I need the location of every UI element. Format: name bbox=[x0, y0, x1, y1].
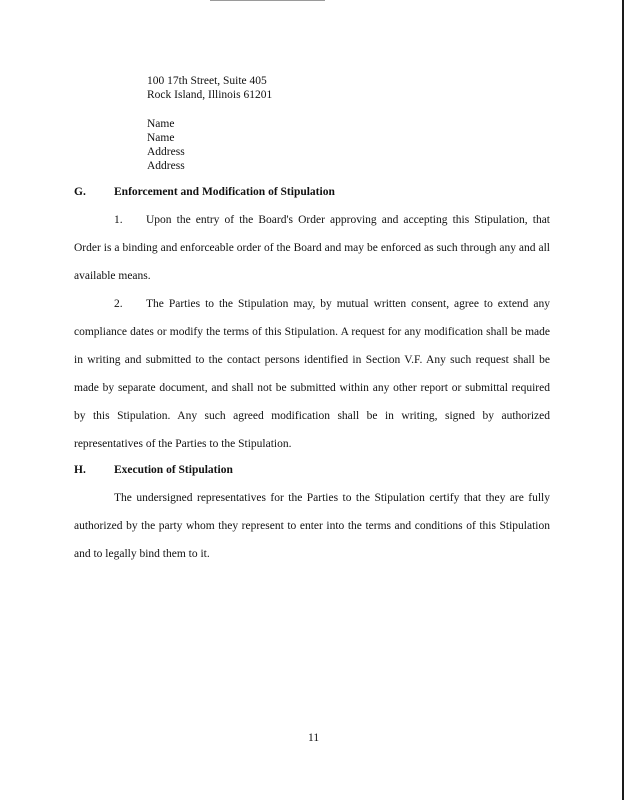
paragraph-text: The Parties to the Stipulation may, by mutual written consent, agree to extend any compliance dates or modify the terms of this Stipulation. A request for any modification shall be made in writing and submitted to the contact persons identified in Section V.F. Any such request shall be made by separate document, and shall not be submitted within any other report or submittal required by this Stipulation. Any such agreed modification shall be in writing, signed by authorized representatives of the Parties to the Stipulation. bbox=[74, 298, 550, 450]
contact-address-2: Address bbox=[147, 160, 185, 172]
section-g-letter: G. bbox=[74, 186, 86, 198]
section-g-heading bbox=[74, 186, 335, 198]
section-g-paragraph-2 bbox=[74, 290, 550, 458]
address-line-1: 100 17th Street, Suite 405 bbox=[147, 75, 267, 87]
section-h-title: Execution of Stipulation bbox=[114, 464, 233, 476]
section-g-title: Enforcement and Modification of Stipulation bbox=[114, 186, 335, 198]
section-h-letter: H. bbox=[74, 464, 86, 476]
page-number: 11 bbox=[308, 732, 320, 744]
contact-name-1: Name bbox=[147, 118, 175, 130]
section-h-heading bbox=[74, 464, 233, 476]
section-g-paragraph-1 bbox=[74, 206, 550, 290]
paragraph-number: 1. bbox=[114, 214, 123, 226]
contact-address-1: Address bbox=[147, 146, 185, 158]
contact-block bbox=[147, 117, 185, 173]
address-line-2: Rock Island, Illinois 61201 bbox=[147, 89, 273, 101]
section-h-paragraph-1 bbox=[74, 484, 550, 568]
paragraph-text: The undersigned representatives for the Parties to the Stipulation certify that they are fully authorized by the party whom they represent to enter into the terms and conditions of this Stipulation and to legally bind them to it. bbox=[74, 492, 550, 560]
address-block bbox=[147, 74, 272, 102]
contact-name-2: Name bbox=[147, 132, 175, 144]
scan-top-mark bbox=[210, 0, 325, 1]
paragraph-number: 2. bbox=[114, 298, 123, 310]
paragraph-text: Upon the entry of the Board's Order approving and accepting this Stipulation, that Order is a binding and enforceable order of the Board and may be enforced as such through any and all available means. bbox=[74, 214, 550, 282]
